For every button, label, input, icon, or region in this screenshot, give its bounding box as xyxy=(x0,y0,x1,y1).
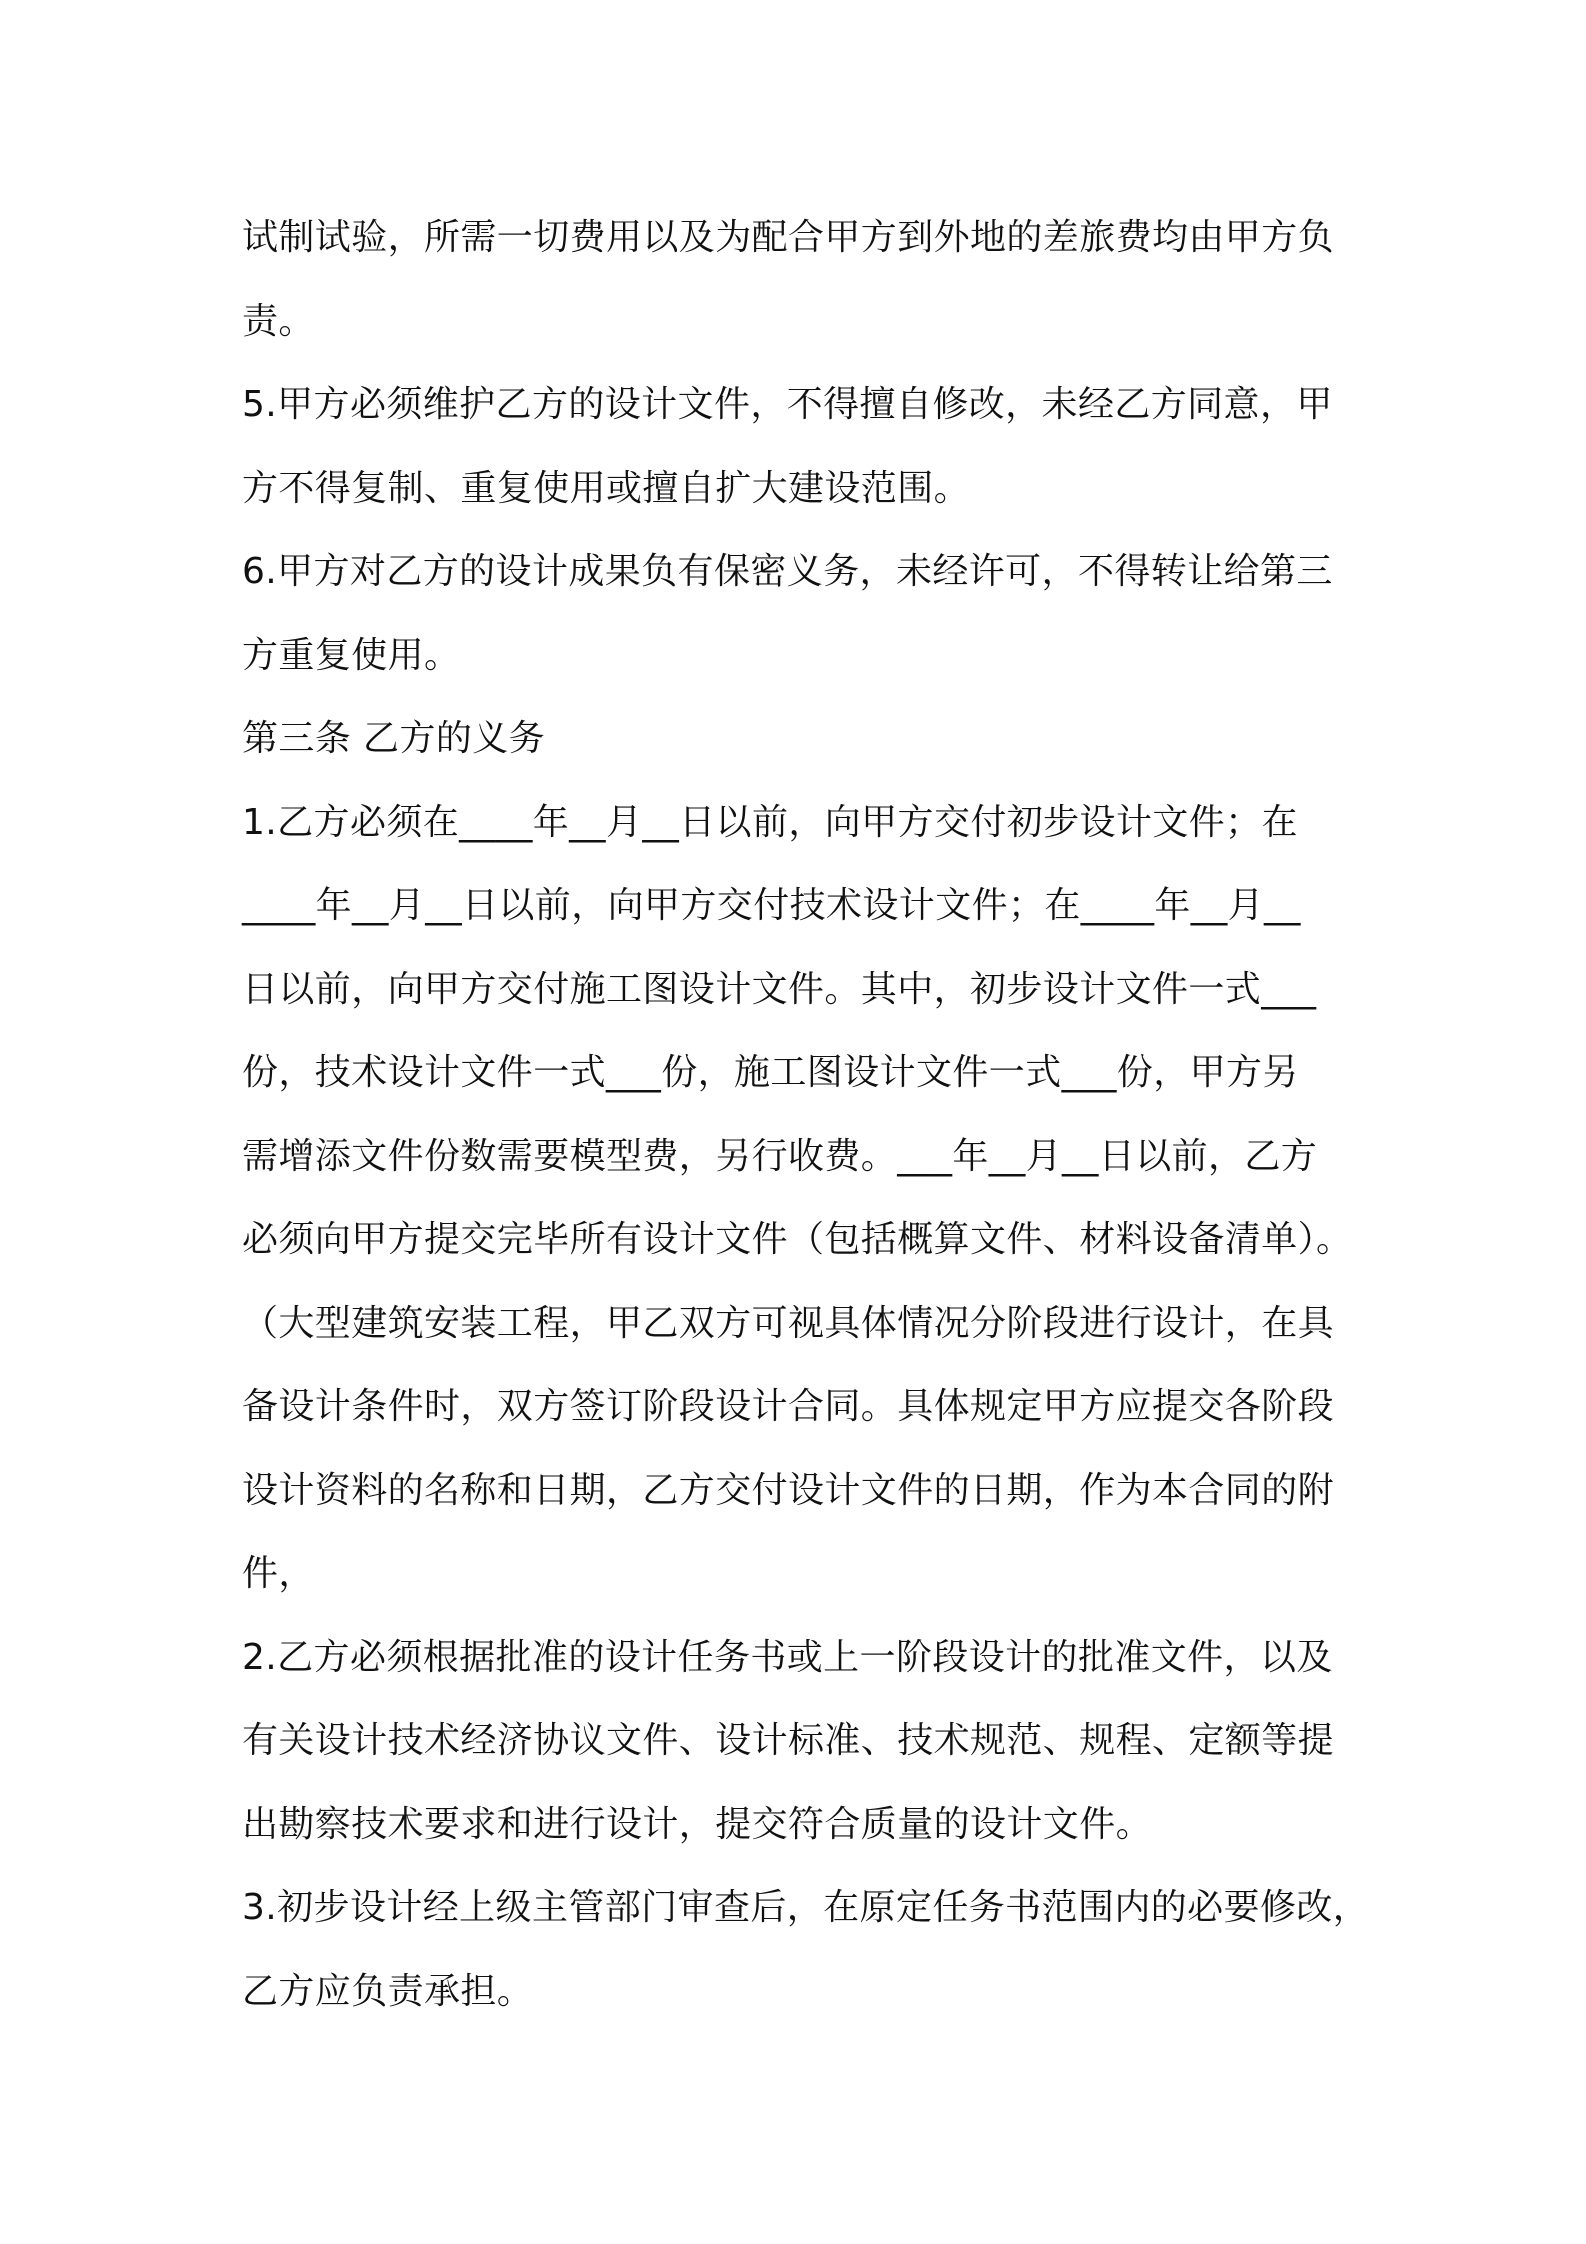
text-line: 责。 xyxy=(242,300,315,342)
text-line: 6.甲方对乙方的设计成果负有保密义务，未经许可，不得转让给第三 xyxy=(242,551,1333,592)
text-line: （大型建筑安装工程，甲乙双方可视具体情况分阶段进行设计，在具 xyxy=(242,1302,1335,1344)
text-line: 件， xyxy=(242,1553,315,1594)
text-line: 备设计条件时，双方签订阶段设计合同。具体规定甲方应提交各阶段 xyxy=(242,1386,1335,1427)
text-line: 乙方应负责承担。 xyxy=(242,1970,534,2012)
text-line: 方重复使用。 xyxy=(242,634,461,676)
text-line: 需增添文件份数需要模型费，另行收费。___年__月__日以前，乙方 xyxy=(242,1135,1318,1177)
section-heading: 第三条 乙方的义务 xyxy=(242,718,546,759)
text-line: 5.甲方必须维护乙方的设计文件，不得擅自修改，未经乙方同意，甲 xyxy=(242,384,1333,425)
text-line: 有关设计技术经济协议文件、设计标准、技术规范、规程、定额等提 xyxy=(242,1720,1335,1761)
text-line: 日以前，向甲方交付施工图设计文件。其中，初步设计文件一式___ xyxy=(242,968,1317,1010)
text-line: 设计资料的名称和日期，乙方交付设计文件的日期，作为本合同的附 xyxy=(242,1469,1335,1511)
text-line: 2.乙方必须根据批准的设计任务书或上一阶段设计的批准文件，以及 xyxy=(242,1636,1333,1678)
text-line: 1.乙方必须在____年__月__日以前，向甲方交付初步设计文件；在 xyxy=(242,801,1298,843)
text-line: 3.初步设计经上级主管部门审查后，在原定任务书范围内的必要修改， xyxy=(242,1887,1370,1928)
text-line: 试制试验，所需一切费用以及为配合甲方到外地的差旅费均由甲方负 xyxy=(242,217,1335,258)
document-body xyxy=(242,196,1370,2033)
text-line: ____年__月__日以前，向甲方交付技术设计文件；在____年__月__ xyxy=(242,885,1301,926)
text-line: 必须向甲方提交完毕所有设计文件（包括概算文件、材料设备清单）。 xyxy=(242,1219,1353,1260)
text-line: 方不得复制、重复使用或擅自扩大建设范围。 xyxy=(242,467,971,509)
text-line: 出勘察技术要求和进行设计，提交符合质量的设计文件。 xyxy=(242,1803,1153,1845)
text-line: 份，技术设计文件一式___份，施工图设计文件一式___份，甲方另 xyxy=(242,1052,1299,1093)
